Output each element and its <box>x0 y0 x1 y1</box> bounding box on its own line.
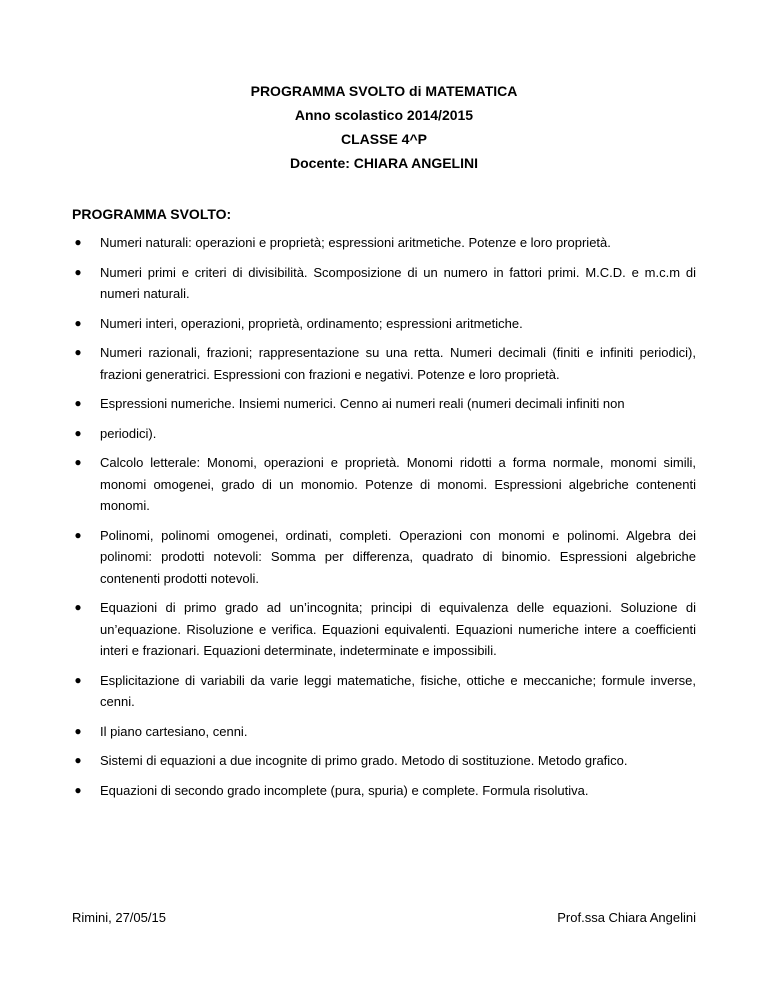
list-item-text: Equazioni di primo grado ad un’incognita; principi di equivalenza delle equazioni. Soluzione di un’equazione. Risoluzione e verifica. Equazioni equivalenti. Equazioni numeriche intere a coefficienti interi e frazionari. Equazioni determinate, indeterminate e impossibili. <box>100 600 696 658</box>
bullet-icon: ● <box>74 235 82 249</box>
list-item-text: Sistemi di equazioni a due incognite di primo grado. Metodo di sostituzione. Metodo grafico. <box>100 753 628 768</box>
list-item-text: Calcolo letterale: Monomi, operazioni e proprietà. Monomi ridotti a forma normale, monomi simili, monomi omogenei, grado di un monomio. Potenze di monomi. Espressioni algebriche contenenti monomi. <box>100 455 696 513</box>
bullet-icon: ● <box>74 455 82 469</box>
list-item <box>72 597 696 662</box>
list-item <box>72 452 696 517</box>
bullet-icon: ● <box>74 723 82 738</box>
list-item-text: Numeri naturali: operazioni e proprietà; espressioni aritmetiche. Potenze e loro proprietà. <box>100 235 611 250</box>
list-item <box>72 721 696 743</box>
bullet-icon: ● <box>74 600 82 614</box>
bullet-icon: ● <box>74 753 82 767</box>
bullet-icon: ● <box>74 782 82 797</box>
list-item <box>72 525 696 590</box>
bullet-icon: ● <box>74 527 82 542</box>
list-item-text: Numeri primi e criteri di divisibilità. Scomposizione di un numero in fattori primi. M.C.D. e m.c.m di numeri naturali. <box>100 264 696 301</box>
list-item-text: Equazioni di secondo grado incomplete (pura, spuria) e complete. Formula risolutiva. <box>100 782 589 798</box>
bullet-icon: ● <box>74 315 82 330</box>
section-title: PROGRAMMA SVOLTO: <box>72 206 232 222</box>
list-item <box>72 750 696 772</box>
list-item <box>72 342 696 385</box>
bullet-icon: ● <box>74 264 82 279</box>
list-item-text: Polinomi, polinomi omogenei, ordinati, completi. Operazioni con monomi e polinomi. Algebra dei polinomi: prodotti notevoli: Somma per differenza, quadrato di binomio. Espressioni algebriche contenenti prodotti notevoli. <box>100 527 696 586</box>
list-item <box>72 780 696 802</box>
list-item <box>72 232 696 254</box>
list-item <box>72 313 696 335</box>
list-item-text: Il piano cartesiano, cenni. <box>100 723 248 739</box>
bullet-icon: ● <box>74 672 82 687</box>
signature: Prof.ssa Chiara Angelini <box>557 910 696 925</box>
document-title: PROGRAMMA SVOLTO di MATEMATICA <box>250 83 518 99</box>
list-item <box>72 262 696 305</box>
document-header <box>0 80 768 176</box>
list-item <box>72 423 696 445</box>
list-item-text: periodici). <box>100 425 157 441</box>
list-item-text: Espressioni numeriche. Insiemi numerici. Cenno ai numeri reali (numeri decimali infiniti non <box>100 396 625 411</box>
bullet-icon: ● <box>74 396 82 410</box>
school-year: Anno scolastico 2014/2015 <box>294 107 474 123</box>
teacher-name: Docente: CHIARA ANGELINI <box>290 155 478 171</box>
list-item-text: Numeri interi, operazioni, proprietà, ordinamento; espressioni aritmetiche. <box>100 315 523 331</box>
bullet-icon: ● <box>74 425 82 440</box>
class-name: CLASSE 4^P <box>341 131 427 147</box>
list-item <box>72 393 696 415</box>
list-item <box>72 670 696 713</box>
program-list <box>72 232 696 809</box>
bullet-icon: ● <box>74 345 82 359</box>
list-item-text: Numeri razionali, frazioni; rappresentazione su una retta. Numeri decimali (finiti e infiniti periodici), frazioni generatrici. Espressioni con frazioni e negativi. Potenze e loro proprietà. <box>100 345 696 382</box>
list-item-text: Esplicitazione di variabili da varie leggi matematiche, fisiche, ottiche e meccaniche; formule inverse, cenni. <box>100 672 696 709</box>
place-date: Rimini, 27/05/15 <box>72 910 166 925</box>
